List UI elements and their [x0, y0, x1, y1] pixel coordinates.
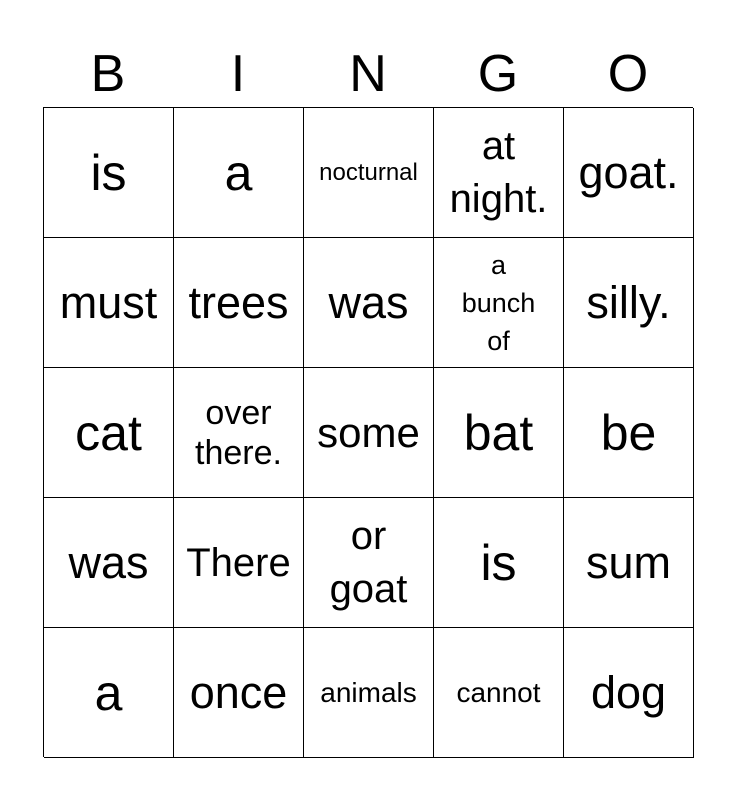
cell-text: was [328, 276, 409, 328]
bingo-cell[interactable] [174, 108, 304, 238]
cell-text: bat [463, 404, 534, 461]
bingo-cell[interactable] [434, 108, 564, 238]
cell-text: or goat [329, 513, 408, 611]
cell-text: dog [590, 666, 667, 718]
cell-text: was [68, 536, 149, 588]
header-letter-i: I [230, 45, 246, 103]
bingo-cell[interactable] [564, 498, 694, 628]
bingo-header [43, 44, 693, 104]
cell-text: be [600, 404, 657, 461]
bingo-cell[interactable] [44, 498, 174, 628]
bingo-cell[interactable] [44, 108, 174, 238]
bingo-cell[interactable] [174, 498, 304, 628]
bingo-cell[interactable] [564, 368, 694, 498]
cell-text: once [189, 666, 288, 718]
cell-text: silly. [586, 276, 671, 328]
bingo-cell[interactable] [564, 238, 694, 368]
cell-text: over there. [195, 393, 282, 472]
bingo-cell[interactable] [304, 108, 434, 238]
cell-text: cannot [456, 676, 541, 708]
cell-text: at night. [449, 123, 548, 221]
cell-text: must [59, 276, 158, 328]
cell-text: a [94, 664, 123, 721]
bingo-cell[interactable] [174, 238, 304, 368]
cell-text: sum [585, 536, 671, 588]
bingo-cell[interactable] [304, 368, 434, 498]
bingo-cell[interactable] [564, 108, 694, 238]
bingo-cell[interactable] [434, 498, 564, 628]
cell-text: a [224, 144, 253, 201]
cell-text: is [90, 144, 127, 201]
bingo-cell[interactable] [174, 628, 304, 758]
bingo-cell[interactable] [304, 498, 434, 628]
bingo-cell[interactable] [564, 628, 694, 758]
bingo-cell[interactable] [434, 238, 564, 368]
bingo-cell[interactable] [434, 368, 564, 498]
bingo-cell[interactable] [304, 238, 434, 368]
bingo-cell[interactable] [304, 628, 434, 758]
cell-text: is [480, 534, 517, 591]
cell-text: animals [320, 676, 417, 708]
header-letter-b: B [90, 45, 126, 103]
cell-text: There [186, 540, 291, 585]
cell-text: cat [75, 404, 142, 461]
cell-text: trees [188, 276, 289, 328]
bingo-cell[interactable] [44, 368, 174, 498]
header-letter-o: O [607, 45, 649, 103]
bingo-board [43, 107, 693, 757]
header-letter-g: G [477, 45, 519, 103]
cell-text: goat. [578, 146, 679, 198]
bingo-cell[interactable] [44, 238, 174, 368]
bingo-cell[interactable] [174, 368, 304, 498]
bingo-cell[interactable] [434, 628, 564, 758]
cell-text: some [317, 408, 420, 456]
cell-text: nocturnal [319, 158, 418, 186]
bingo-cell[interactable] [44, 628, 174, 758]
cell-text: a bunch of [461, 249, 536, 356]
header-letter-n: N [349, 45, 387, 103]
